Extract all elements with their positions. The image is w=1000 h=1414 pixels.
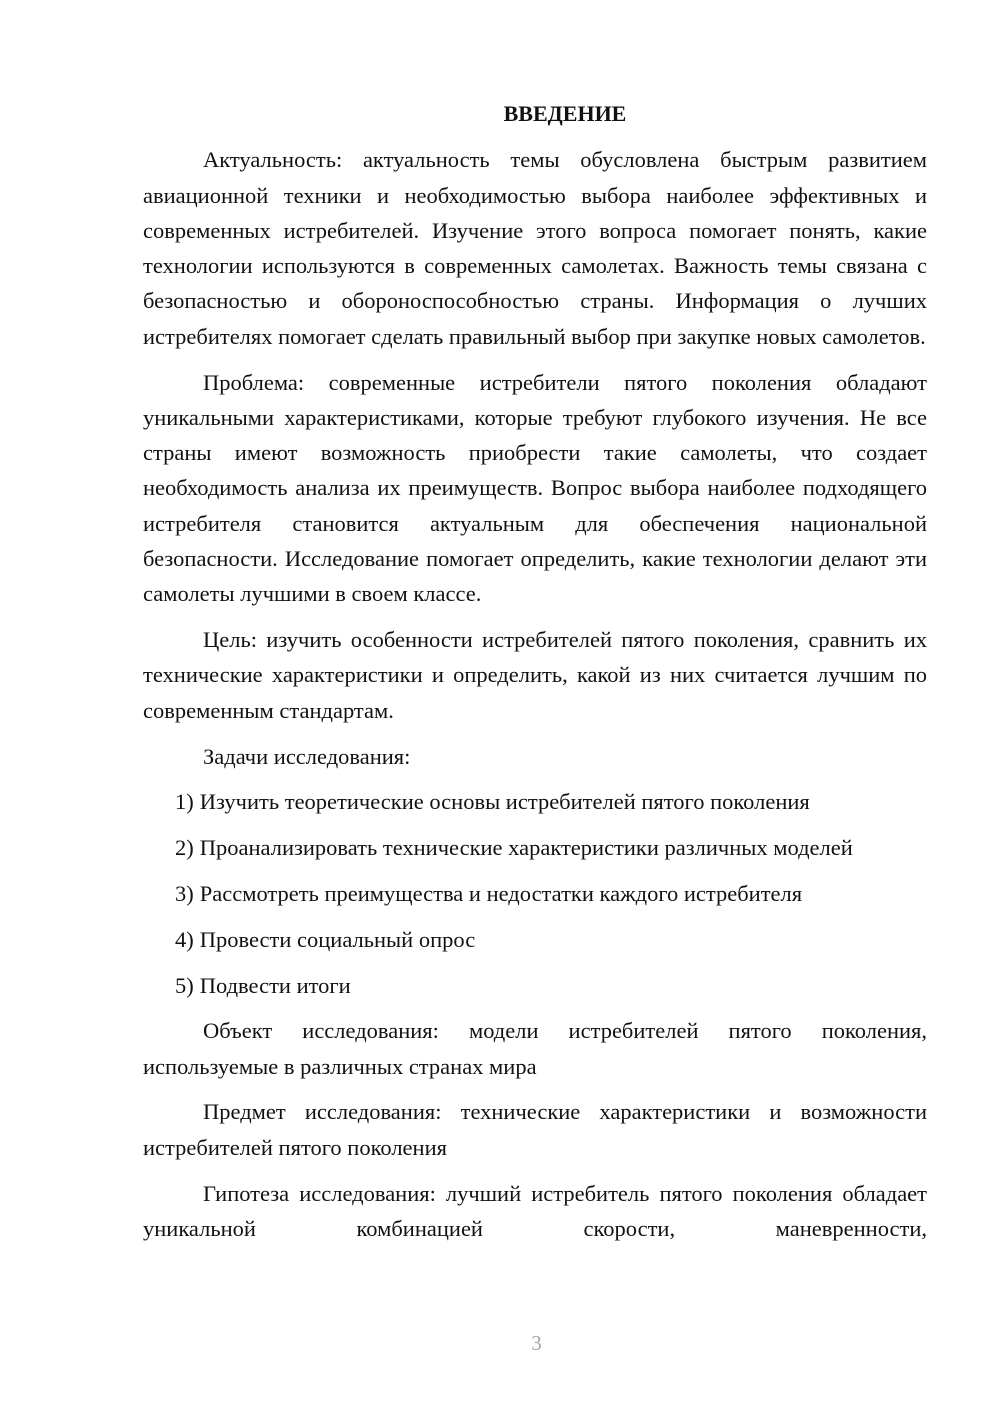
task-number: 3) bbox=[175, 880, 194, 906]
task-number: 2) bbox=[175, 835, 194, 861]
task-item bbox=[143, 968, 927, 1003]
task-item bbox=[143, 784, 927, 819]
page-content bbox=[143, 96, 927, 1246]
relevance-paragraph: Актуальность: актуальность темы обусловлена быстрым развитием авиационной техники и необходимостью выбора наиболее эффективных и современных истребителей. Изучение этого вопроса помогает понять, какие технологии используются в современных самолетах. Важность темы связана с безопасностью и обороноспособностью страны. Информация о лучших истребителях помогает сделать правильный выбор при закупке новых самолетов. bbox=[143, 147, 927, 349]
task-item bbox=[143, 922, 927, 957]
section-heading: ВВЕДЕНИЕ bbox=[503, 101, 627, 126]
task-text: Рассмотреть преимущества и недостатки каждого истребителя bbox=[199, 880, 803, 906]
task-item bbox=[143, 876, 927, 911]
task-number: 4) bbox=[175, 926, 194, 952]
task-text: Подвести итоги bbox=[199, 972, 351, 998]
problem-paragraph: Проблема: современные истребители пятого поколения обладают уникальными характеристиками, которые требуют глубокого изучения. Не все страны имеют возможность приобрести такие самолеты, что создает необходимость анализа их преимуществ. Вопрос выбора наиболее подходящего истребителя становится актуальным для обеспечения национальной безопасности. Исследование помогает определить, какие технологии делают эти самолеты лучшими в своем классе. bbox=[143, 369, 927, 607]
task-number: 5) bbox=[175, 972, 194, 998]
goal-paragraph: Цель: изучить особенности истребителей пятого поколения, сравнить их технические характеристики и определить, какой из них считается лучшим по современным стандартам. bbox=[143, 627, 927, 723]
task-text: Проанализировать технические характеристики различных моделей bbox=[199, 835, 853, 861]
subject-paragraph: Предмет исследования: технические характеристики и возможности истребителей пятого поколения bbox=[143, 1099, 927, 1160]
task-number: 1) bbox=[175, 789, 194, 815]
hypothesis-paragraph: Гипотеза исследования: лучший истребитель пятого поколения обладает уникальной комбинацией скорости, маневренности, bbox=[143, 1180, 927, 1241]
task-text: Провести социальный опрос bbox=[199, 926, 476, 952]
task-text: Изучить теоретические основы истребителей пятого поколения bbox=[199, 789, 810, 815]
page-number: 3 bbox=[531, 1331, 542, 1355]
tasks-heading: Задачи исследования: bbox=[203, 743, 411, 769]
task-item bbox=[143, 830, 927, 865]
object-paragraph: Объект исследования: модели истребителей пятого поколения, используемые в различных странах мира bbox=[143, 1018, 927, 1079]
